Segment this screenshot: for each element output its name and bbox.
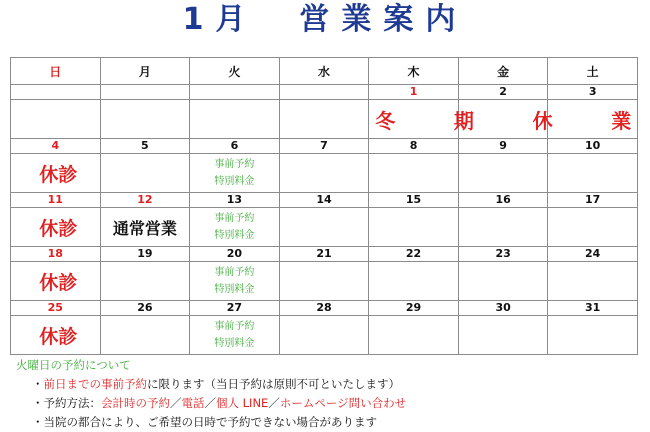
date-row — [11, 85, 638, 100]
date-row — [11, 139, 638, 154]
method-checkout: 会計時の予約 — [101, 396, 170, 410]
schedule-cell — [279, 316, 369, 355]
schedule-cell — [279, 100, 369, 139]
special-fee-note: 特別料金 — [214, 230, 255, 241]
winter-closure-char: 業 — [611, 108, 632, 133]
date-cell: 16 — [458, 193, 548, 208]
date-cell: 23 — [458, 247, 548, 262]
schedule-cell — [369, 154, 459, 193]
schedule-cell — [458, 208, 548, 247]
date-row — [11, 247, 638, 262]
winter-closure-char: 期 — [453, 108, 474, 133]
date-cell — [279, 85, 369, 100]
winter-closure-char: 冬 — [375, 108, 396, 133]
reservation-notes — [16, 356, 406, 432]
advance-booking-text: 前日までの事前予約 — [43, 377, 147, 391]
schedule-cell — [100, 316, 190, 355]
weekday-sat: 土 — [548, 58, 638, 85]
schedule-row — [11, 316, 638, 355]
notes-line-1 — [16, 375, 406, 394]
reservation-note: 事前予約 — [214, 159, 255, 170]
date-cell: 31 — [548, 301, 638, 316]
schedule-cell — [458, 262, 548, 301]
date-cell: 6 — [190, 139, 280, 154]
date-cell: 11 — [11, 193, 101, 208]
date-cell: 17 — [548, 193, 638, 208]
date-cell: 12 — [100, 193, 190, 208]
weekday-mon: 月 — [100, 58, 190, 85]
weekday-tue: 火 — [190, 58, 280, 85]
date-cell: 4 — [11, 139, 101, 154]
date-cell: 28 — [279, 301, 369, 316]
method-website: ホームページ問い合わせ — [279, 396, 407, 410]
date-cell: 18 — [11, 247, 101, 262]
date-cell: 14 — [279, 193, 369, 208]
date-cell: 26 — [100, 301, 190, 316]
date-cell: 13 — [190, 193, 280, 208]
page-title: 1月 営業案内 — [182, 2, 468, 37]
notes-text: ・予約方法： — [32, 396, 101, 410]
weekday-thu: 木 — [369, 58, 459, 85]
date-cell — [11, 85, 101, 100]
schedule-cell — [190, 100, 280, 139]
schedule-cell — [190, 208, 280, 247]
schedule-cell — [190, 262, 280, 301]
date-cell: 22 — [369, 247, 459, 262]
notes-line-2 — [16, 394, 406, 413]
separator: ／ — [204, 396, 216, 410]
closed-label: 休診 — [11, 154, 101, 193]
reservation-note: 事前予約 — [214, 321, 255, 332]
date-cell: 3 — [548, 85, 638, 100]
schedule-cell — [100, 262, 190, 301]
schedule-cell — [458, 316, 548, 355]
regular-hours-label: 通常営業 — [100, 208, 190, 247]
date-cell: 24 — [548, 247, 638, 262]
schedule-cell — [190, 316, 280, 355]
schedule-cell — [548, 154, 638, 193]
schedule-cell — [548, 262, 638, 301]
schedule-row — [11, 100, 638, 139]
schedule-cell — [458, 154, 548, 193]
schedule-cell — [11, 100, 101, 139]
schedule-cell — [369, 316, 459, 355]
schedule-row — [11, 262, 638, 301]
separator: ／ — [268, 396, 280, 410]
closed-label: 休診 — [11, 208, 101, 247]
date-cell: 27 — [190, 301, 280, 316]
date-cell — [100, 85, 190, 100]
date-cell: 19 — [100, 247, 190, 262]
date-row — [11, 193, 638, 208]
reservation-note: 事前予約 — [214, 213, 255, 224]
date-cell: 30 — [458, 301, 548, 316]
weekday-wed: 水 — [279, 58, 369, 85]
schedule-row — [11, 154, 638, 193]
calendar-table — [10, 57, 638, 355]
bullet: ・ — [32, 377, 44, 391]
winter-closure-banner — [369, 100, 637, 138]
weekday-header-row — [11, 58, 638, 85]
date-cell: 25 — [11, 301, 101, 316]
reservation-note: 事前予約 — [214, 267, 255, 278]
schedule-cell — [279, 262, 369, 301]
date-cell — [190, 85, 280, 100]
schedule-cell — [369, 208, 459, 247]
schedule-row — [11, 208, 638, 247]
date-cell: 15 — [369, 193, 459, 208]
special-fee-note: 特別料金 — [214, 176, 255, 187]
date-cell: 20 — [190, 247, 280, 262]
date-cell: 5 — [100, 139, 190, 154]
special-fee-note: 特別料金 — [214, 338, 255, 349]
schedule-cell — [548, 316, 638, 355]
date-cell: 2 — [458, 85, 548, 100]
schedule-cell — [279, 208, 369, 247]
schedule-cell — [100, 154, 190, 193]
special-fee-note: 特別料金 — [214, 284, 255, 295]
schedule-cell — [279, 154, 369, 193]
schedule-cell — [548, 208, 638, 247]
schedule-cell — [190, 154, 280, 193]
weekday-fri: 金 — [458, 58, 548, 85]
schedule-cell — [100, 100, 190, 139]
date-row — [11, 301, 638, 316]
winter-closure-char: 休 — [532, 108, 553, 133]
schedule-cell — [369, 100, 632, 139]
weekday-sun: 日 — [11, 58, 101, 85]
notes-line-3: ・当院の都合により、ご希望の日時で予約できない場合があります — [32, 415, 377, 429]
date-cell: 7 — [279, 139, 369, 154]
date-cell: 29 — [369, 301, 459, 316]
date-cell: 9 — [458, 139, 548, 154]
schedule-cell — [369, 262, 459, 301]
date-cell: 10 — [548, 139, 638, 154]
notes-text: に限ります（当日予約は原則不可といたします） — [147, 377, 400, 391]
closed-label: 休診 — [11, 262, 101, 301]
date-cell: 8 — [369, 139, 459, 154]
separator: ／ — [170, 396, 182, 410]
date-cell: 1 — [369, 85, 459, 100]
method-phone: 電話 — [181, 396, 205, 410]
date-cell: 21 — [279, 247, 369, 262]
notes-heading: 火曜日の予約について — [16, 358, 131, 372]
closed-label: 休診 — [11, 316, 101, 355]
method-line: 個人 LINE — [216, 396, 269, 410]
